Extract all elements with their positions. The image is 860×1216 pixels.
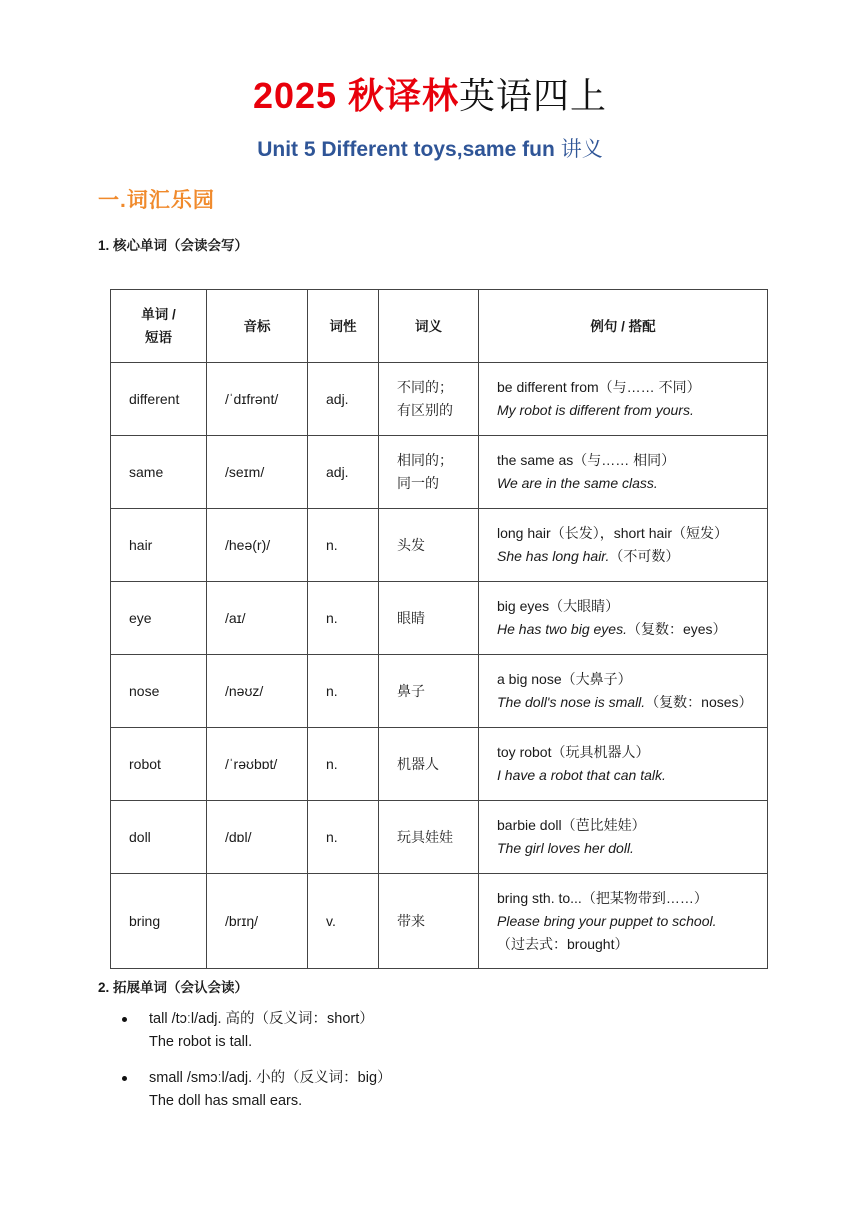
table-row [111, 436, 768, 509]
title-year-publisher: 2025 秋译林 [252, 75, 460, 116]
cell-word: different [111, 363, 207, 436]
title-course: 英语四上 [459, 75, 608, 116]
cell-example: big eyes（大眼睛） He has two big eyes.（复数：eyes） [479, 582, 768, 655]
table-row [111, 363, 768, 436]
cell-meaning: 机器人 [379, 728, 479, 801]
cell-phonetic: /brɪŋ/ [207, 874, 308, 969]
cell-meaning: 不同的； 有区别的 [379, 363, 479, 436]
cell-example: bring sth. to...（把某物带到……） Please bring your puppet to school. （过去式：brought） [479, 874, 768, 969]
table-row [111, 728, 768, 801]
cell-pos: n. [308, 582, 379, 655]
section-heading-vocabulary: 一.词汇乐园 [98, 189, 215, 212]
word-entry: tall /tɔːl/adj. 高的（反义词：short） [149, 1011, 374, 1027]
cell-word: same [111, 436, 207, 509]
header-example: 例句 / 搭配 [479, 290, 768, 363]
cell-meaning: 玩具娃娃 [379, 801, 479, 874]
word-example: The robot is tall. [149, 1034, 253, 1050]
table-header-row [111, 290, 768, 363]
cell-pos: n. [308, 801, 379, 874]
cell-word: bring [111, 874, 207, 969]
list-item [118, 1067, 392, 1113]
cell-meaning: 相同的； 同一的 [379, 436, 479, 509]
cell-phonetic: /nəʊz/ [207, 655, 308, 728]
cell-word: nose [111, 655, 207, 728]
extended-words-heading: 2. 拓展单词（会认会读） [98, 980, 249, 995]
subtitle-unit: Unit 5 Different toys,same fun [257, 138, 555, 161]
cell-meaning: 带来 [379, 874, 479, 969]
cell-phonetic: /ˈrəʊbɒt/ [207, 728, 308, 801]
page-title [0, 68, 860, 119]
cell-example: long hair（长发），short hair（短发） She has long hair.（不可数） [479, 509, 768, 582]
cell-example: toy robot（玩具机器人） I have a robot that can talk. [479, 728, 768, 801]
word-entry: small /smɔːl/adj. 小的（反义词：big） [149, 1070, 392, 1086]
word-example: The doll has small ears. [149, 1093, 303, 1109]
table-row [111, 801, 768, 874]
cell-phonetic: /aɪ/ [207, 582, 308, 655]
cell-phonetic: /heə(r)/ [207, 509, 308, 582]
cell-word: robot [111, 728, 207, 801]
cell-phonetic: /ˈdɪfrənt/ [207, 363, 308, 436]
header-part-of-speech: 词性 [308, 290, 379, 363]
cell-pos: adj. [308, 363, 379, 436]
cell-word: hair [111, 509, 207, 582]
cell-word: doll [111, 801, 207, 874]
table-row [111, 509, 768, 582]
vocabulary-table [110, 289, 768, 969]
bullet-icon [122, 1017, 127, 1022]
list-item [118, 1008, 392, 1054]
header-word: 单词 / 短语 [111, 290, 207, 363]
table-row [111, 655, 768, 728]
core-words-heading: 1. 核心单词（会读会写） [98, 238, 249, 253]
header-phonetic: 音标 [207, 290, 308, 363]
cell-example: a big nose（大鼻子） The doll's nose is small.（复数：noses） [479, 655, 768, 728]
extended-words-list [118, 1008, 392, 1126]
cell-meaning: 鼻子 [379, 655, 479, 728]
table-row [111, 582, 768, 655]
cell-example: the same as（与…… 相同） We are in the same class. [479, 436, 768, 509]
page-subtitle [0, 133, 860, 163]
header-meaning: 词义 [379, 290, 479, 363]
cell-pos: adj. [308, 436, 379, 509]
cell-phonetic: /dɒl/ [207, 801, 308, 874]
cell-meaning: 眼睛 [379, 582, 479, 655]
cell-word: eye [111, 582, 207, 655]
cell-example: barbie doll（芭比娃娃） The girl loves her doll. [479, 801, 768, 874]
cell-example: be different from（与…… 不同） My robot is different from yours. [479, 363, 768, 436]
bullet-icon [122, 1076, 127, 1081]
cell-pos: n. [308, 509, 379, 582]
cell-pos: n. [308, 655, 379, 728]
cell-phonetic: /seɪm/ [207, 436, 308, 509]
subtitle-handout: 讲义 [560, 138, 603, 161]
cell-meaning: 头发 [379, 509, 479, 582]
cell-pos: n. [308, 728, 379, 801]
cell-pos: v. [308, 874, 379, 969]
table-row [111, 874, 768, 969]
